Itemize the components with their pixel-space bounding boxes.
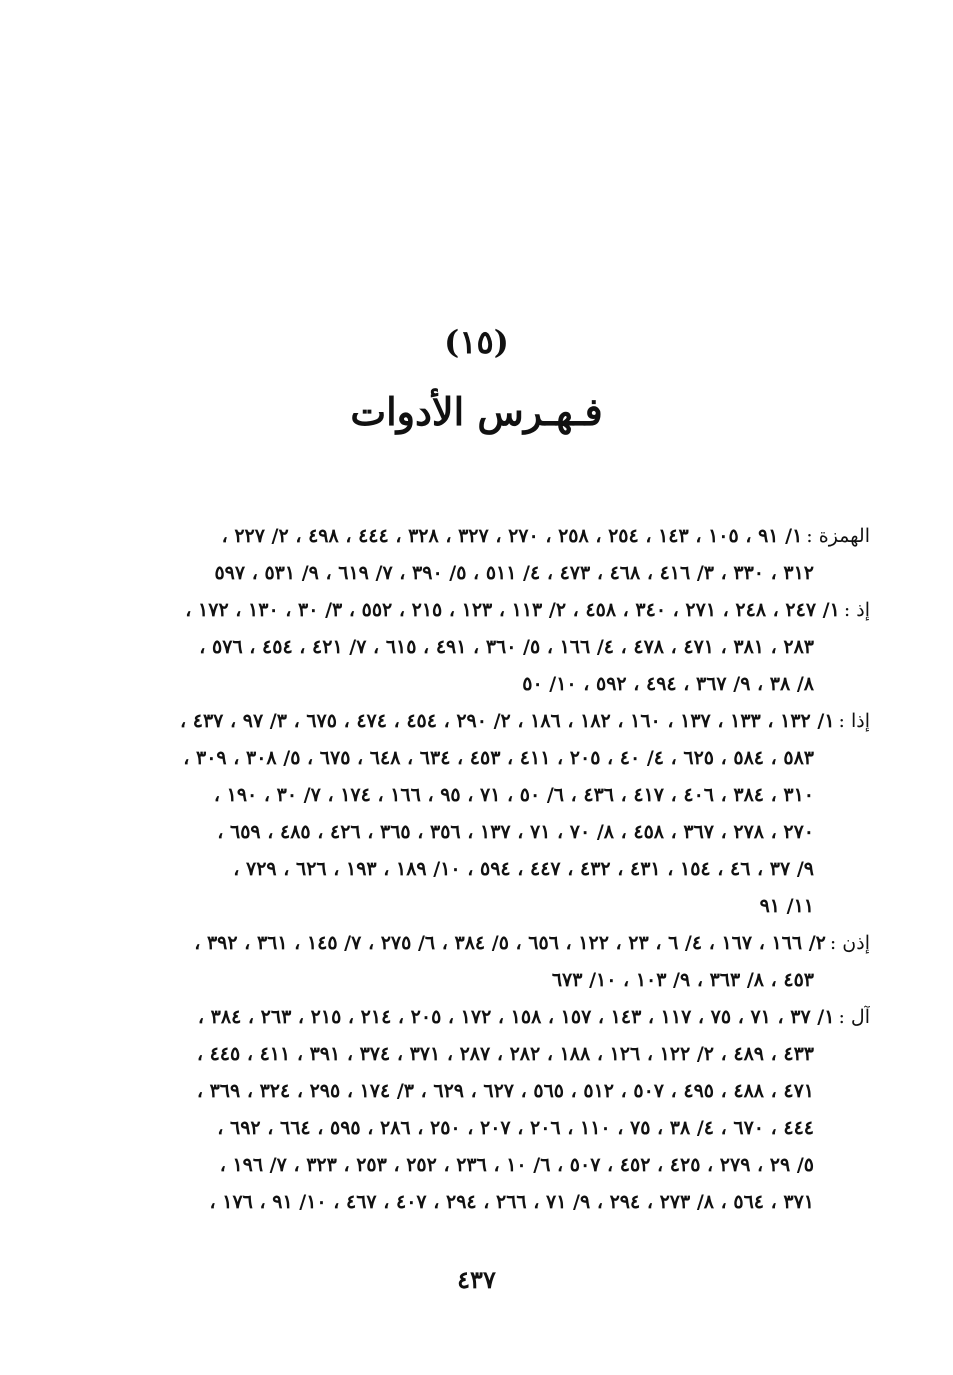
index-line	[110, 814, 870, 851]
index-references: ٤٥٣ ، ٨/ ٣٦٣ ، ٩/ ١٠٣ ، ١٠/ ٦٧٣	[551, 969, 814, 991]
index-line	[110, 999, 870, 1036]
page-number: ٤٣٧	[457, 1265, 496, 1294]
page-title: فـهـرس الأدوات	[350, 389, 603, 434]
index-references: ١/ ٢٤٧ ، ٢٤٨ ، ٢٧١ ، ٣٤٠ ، ٤٥٨ ، ٢/ ١١٣ ، ١٢٣ ، ٢١٥ ، ٥٥٢ ، ٣/ ٣٠ ، ١٣٠ ، ١٧٢ ،	[185, 599, 840, 621]
index-term: آل :	[838, 1006, 870, 1028]
index-line	[110, 629, 870, 666]
index-references: ٣٧١ ، ٥٦٤ ، ٨/ ٢٧٣ ، ٢٩٤ ، ٩/ ٧١ ، ٢٦٦ ، ٢٩٤ ، ٤٠٧ ، ٤٦٧ ، ١٠/ ٩١ ، ١٧٦ ،	[209, 1191, 814, 1213]
index-references: ٣١٢ ، ٣٣٠ ، ٣/ ٤١٦ ، ٤٦٨ ، ٤٧٣ ، ٤/ ٥١١ ، ٥/ ٣٩٠ ، ٧/ ٦١٩ ، ٩/ ٥٣١ ، ٥٩٧	[214, 562, 814, 584]
index-references: ٢/ ١٦٦ ، ١٦٧ ، ٤/ ٦ ، ٢٣ ، ١٢٢ ، ٦٥٦ ، ٥/ ٣٨٤ ، ٦/ ٢٧٥ ، ٧/ ١٤٥ ، ٣٦١ ، ٣٩٢ ،	[194, 932, 826, 954]
index-references: ٤٣٣ ، ٤٨٩ ، ٢/ ١٢٢ ، ١٢٦ ، ١٨٨ ، ٢٨٢ ، ٢٨٧ ، ٣٧١ ، ٣٧٤ ، ٣٩١ ، ٤١١ ، ٤٤٥ ،	[196, 1043, 814, 1065]
index-line	[110, 666, 870, 703]
index-line	[110, 592, 870, 629]
index-references: ١/ ٣٧ ، ٧١ ، ٧٥ ، ١١٧ ، ١٤٣ ، ١٥٧ ، ١٥٨ ، ١٧٢ ، ٢٠٥ ، ٢١٤ ، ٢١٥ ، ٢٦٣ ، ٣٨٤ ،	[197, 1006, 835, 1028]
index-line	[110, 1147, 870, 1184]
index-line	[110, 518, 870, 555]
index-references: ٩/ ٣٧ ، ٤٦ ، ١٥٤ ، ٤٣١ ، ٤٣٢ ، ٤٤٧ ، ٥٩٤ ، ١٠/ ١٨٩ ، ١٩٣ ، ٦٢٦ ، ٧٢٩ ،	[233, 858, 814, 880]
index-line	[110, 777, 870, 814]
index-term: إذ :	[843, 599, 870, 621]
index-references: ٨/ ٣٨ ، ٩/ ٣٦٧ ، ٤٩٤ ، ٥٩٢ ، ١٠/ ٥٠	[522, 673, 814, 695]
index-line	[110, 1036, 870, 1073]
index-references: ١/ ٩١ ، ١٠٥ ، ١٤٣ ، ٢٥٤ ، ٢٥٨ ، ٢٧٠ ، ٣٢٧ ، ٣٢٨ ، ٤٤٤ ، ٤٩٨ ، ٢/ ٢٢٧ ،	[221, 525, 803, 547]
index-line	[110, 703, 870, 740]
index-references: ٢٨٣ ، ٣٨١ ، ٤٧١ ، ٤٧٨ ، ٤/ ١٦٦ ، ٥/ ٣٦٠ ، ٤٩١ ، ٦١٥ ، ٧/ ٤٢١ ، ٤٥٤ ، ٥٧٦ ،	[199, 636, 814, 658]
index-references: ١١/ ٩١	[759, 895, 814, 917]
index-entry	[110, 703, 870, 925]
index-references: ٤٤٤ ، ٦٧٠ ، ٤/ ٣٨ ، ٧٥ ، ١١٠ ، ٢٠٦ ، ٢٠٧ ، ٢٥٠ ، ٢٨٦ ، ٥٩٥ ، ٦٦٤ ، ٦٩٢ ،	[217, 1117, 814, 1139]
index-references: ٥/ ٢٩ ، ٢٧٩ ، ٤٢٥ ، ٤٥٢ ، ٥٠٧ ، ٦/ ١٠ ، ٢٣٦ ، ٢٥٢ ، ٢٥٣ ، ٣٢٣ ، ٧/ ١٩٦ ،	[219, 1154, 814, 1176]
index-line	[110, 1110, 870, 1147]
index-line	[110, 1184, 870, 1221]
index-references: ٣١٠ ، ٣٨٤ ، ٤٠٦ ، ٤١٧ ، ٤٣٦ ، ٦/ ٥٠ ، ٧١ ، ٩٥ ، ١٦٦ ، ١٧٤ ، ٧/ ٣٠ ، ١٩٠ ،	[213, 784, 814, 806]
index-entry	[110, 592, 870, 703]
index-term: إذن :	[829, 932, 870, 954]
index-entry	[110, 925, 870, 999]
index-references: ٢٧٠ ، ٢٧٨ ، ٣٦٧ ، ٤٥٨ ، ٨/ ٧٠ ، ٧١ ، ١٣٧ ، ٣٥٦ ، ٣٦٥ ، ٤٢٦ ، ٤٨٥ ، ٦٥٩ ،	[217, 821, 814, 843]
index-term: الهمزة :	[806, 525, 870, 547]
chapter-number: (١٥)	[444, 323, 509, 361]
index-line	[110, 1073, 870, 1110]
index-term: إذا :	[838, 710, 870, 732]
index-references: ٤٧١ ، ٤٨٨ ، ٤٩٥ ، ٥٠٧ ، ٥١٢ ، ٥٦٥ ، ٦٢٧ ، ٦٢٩ ، ٣/ ١٧٤ ، ٢٩٥ ، ٣٢٤ ، ٣٦٩ ،	[196, 1080, 814, 1102]
index-entry	[110, 999, 870, 1221]
index-line	[110, 851, 870, 888]
index-line	[110, 962, 870, 999]
index-references: ١/ ١٣٢ ، ١٣٣ ، ١٣٧ ، ١٦٠ ، ١٨٢ ، ١٨٦ ، ٢/ ٢٩٠ ، ٤٥٤ ، ٤٧٤ ، ٦٧٥ ، ٣/ ٩٧ ، ٤٣٧ ،	[180, 710, 835, 732]
index-references: ٥٨٣ ، ٥٨٤ ، ٦٢٥ ، ٤/ ٤٠ ، ٢٠٥ ، ٤١١ ، ٤٥٣ ، ٦٣٤ ، ٦٤٨ ، ٦٧٥ ، ٥/ ٣٠٨ ، ٣٠٩ ،	[183, 747, 814, 769]
index-line	[110, 740, 870, 777]
index-line	[110, 555, 870, 592]
index-line	[110, 925, 870, 962]
index-entry	[110, 518, 870, 592]
tools-index	[110, 518, 870, 1221]
index-line	[110, 888, 870, 925]
